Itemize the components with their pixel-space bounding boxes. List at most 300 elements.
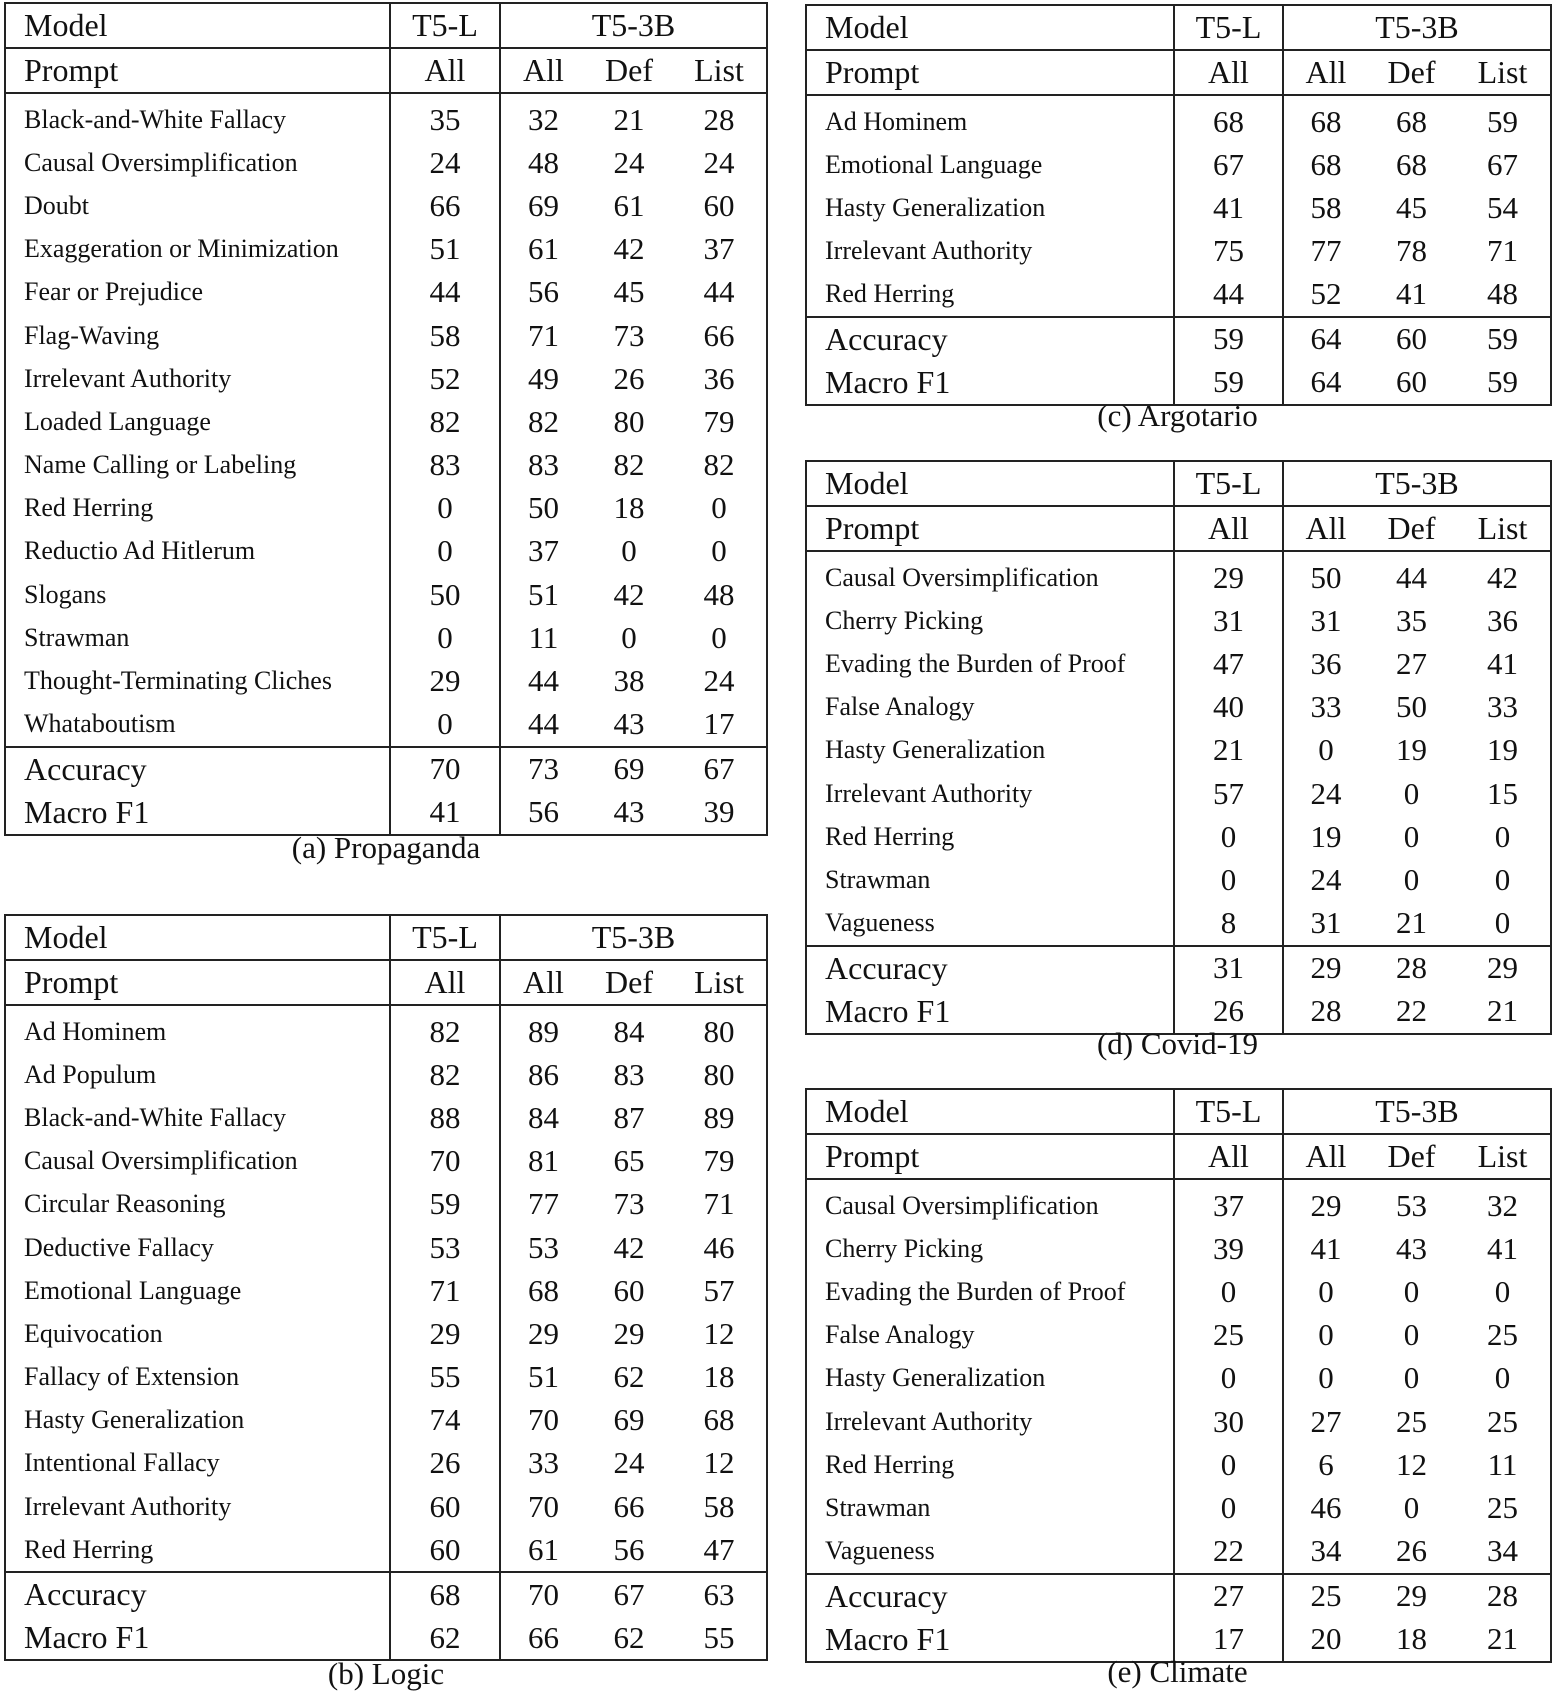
header-t5-3b: T5-3B [1283, 5, 1551, 50]
cell-t5l-all: 29 [390, 1312, 500, 1355]
row-label: Evading the Burden of Proof [825, 1276, 1126, 1306]
cell-t5-3b-all: 11 [500, 616, 586, 659]
cell-t5-3b-all: 73 [500, 747, 586, 791]
cell-t5-3b-list: 54 [1487, 189, 1518, 225]
cell-t5l-all: 21 [1174, 729, 1283, 772]
cell-t5l-all: 0 [1174, 1443, 1283, 1486]
row-label: Doubt [24, 190, 89, 220]
row-label: Vagueness [806, 1530, 1174, 1574]
cell-t5-3b-list: 21 [1487, 1621, 1518, 1657]
caption-logic: (b) Logic [327, 1656, 445, 1691]
header-t5l-all: All [1174, 50, 1283, 95]
summary-label: Macro F1 [825, 1620, 951, 1657]
cell-t5l-all: 17 [1174, 1618, 1283, 1662]
results-table-propaganda [4, 2, 768, 836]
cell-t5-3b-def: 45 [1396, 189, 1427, 225]
cell-t5l-all: 40 [1174, 686, 1283, 729]
summary-label: Accuracy [825, 949, 948, 986]
header-row-prompt [5, 960, 767, 1005]
cell-t5-3b-def: 44 [1396, 559, 1427, 595]
cell-t5-3b-list: 44 [703, 274, 735, 310]
cell-t5-3b-all: 82 [500, 400, 586, 443]
cell-t5-3b-def: 0 [1403, 775, 1420, 811]
cell-t5l-all: 83 [390, 444, 500, 487]
caption-climate: (e) Climate [1107, 1654, 1248, 1689]
header-t5-3b-all: All [1283, 50, 1368, 95]
header-row-model [806, 1089, 1551, 1134]
cell-t5l-all: 82 [390, 1005, 500, 1053]
cell-t5-3b-all: 52 [1283, 273, 1368, 317]
cell-t5-3b-def: 69 [613, 751, 645, 787]
table-row [806, 143, 1551, 186]
cell-t5-3b-all: 41 [1283, 1227, 1368, 1270]
row-label: Hasty Generalization [825, 735, 1046, 765]
cell-t5-3b-all: 32 [500, 93, 586, 141]
cell-t5l-all: 26 [1174, 990, 1283, 1034]
cell-t5l-all: 35 [390, 93, 500, 141]
cell-t5-3b-def: 62 [613, 1619, 645, 1655]
table-row [5, 184, 767, 227]
table-row [5, 1140, 767, 1183]
cell-t5-3b-all: 29 [500, 1312, 586, 1355]
cell-t5-3b-list: 0 [1455, 902, 1551, 946]
cell-t5-3b-list: 24 [703, 663, 735, 699]
cell-t5-3b-list: 46 [703, 1229, 735, 1265]
cell-t5-3b-def: 0 [621, 533, 637, 569]
cell-t5-3b-list: 41 [1487, 1230, 1518, 1266]
row-label: Hasty Generalization [825, 1363, 1046, 1393]
cell-t5-3b-all: 24 [1283, 858, 1368, 901]
cell-t5-3b-all: 44 [500, 659, 586, 702]
table-row [806, 1314, 1551, 1357]
table-row [5, 1312, 767, 1355]
cell-t5-3b-def: 26 [613, 360, 645, 396]
header-t5-3b: T5-3B [500, 3, 767, 48]
cell-t5l-all: 0 [1174, 858, 1283, 901]
summary-row [5, 1616, 767, 1660]
header-t5-3b-all: All [500, 960, 586, 1005]
row-label: Equivocation [24, 1318, 163, 1348]
cell-t5-3b-def: 69 [613, 1402, 645, 1438]
table-row [5, 1226, 767, 1269]
cell-t5-3b-def: 28 [1396, 950, 1427, 986]
cell-t5-3b-list: 32 [1487, 1187, 1518, 1223]
table-row [5, 1399, 767, 1442]
cell-t5-3b-list: 15 [1487, 775, 1518, 811]
table-row [5, 141, 767, 184]
cell-t5-3b-all: 61 [500, 1528, 586, 1572]
table-row [5, 1053, 767, 1096]
cell-t5-3b-def: 42 [613, 231, 645, 267]
header-prompt: Prompt [5, 48, 390, 93]
cell-t5-3b-all: 50 [1283, 551, 1368, 599]
cell-t5l-all: 31 [1174, 599, 1283, 642]
cell-t5l-all: 29 [390, 659, 500, 702]
cell-t5-3b-def: 60 [1396, 364, 1427, 400]
cell-t5-3b-list: 34 [1455, 1530, 1551, 1574]
cell-t5-3b-def: 45 [613, 274, 645, 310]
results-table-climate [805, 1088, 1552, 1663]
row-label: False Analogy [825, 692, 975, 722]
cell-t5-3b-def: 65 [613, 1143, 645, 1179]
table-row [5, 314, 767, 357]
cell-t5-3b-def: 26 [1368, 1530, 1455, 1574]
row-label: Irrelevant Authority [825, 236, 1033, 266]
cell-t5-3b-all: 77 [500, 1183, 586, 1226]
table-row [5, 659, 767, 702]
cell-t5-3b-list: 11 [1487, 1446, 1518, 1482]
panel-argotario [805, 4, 1552, 406]
panel-covid [805, 460, 1552, 1035]
table-row [806, 273, 1551, 317]
cell-t5l-all: 47 [1174, 642, 1283, 685]
row-label: Red Herring [806, 273, 1174, 317]
row-label: Irrelevant Authority [24, 363, 232, 393]
cell-t5-3b-def: 0 [1403, 1489, 1420, 1525]
cell-t5-3b-def: 18 [1396, 1621, 1427, 1657]
cell-t5-3b-def: 82 [613, 447, 645, 483]
row-label: Intentional Fallacy [24, 1448, 220, 1478]
cell-t5l-all: 24 [390, 141, 500, 184]
cell-t5-3b-list: 79 [703, 1143, 735, 1179]
row-label: Red Herring [24, 493, 154, 523]
row-label: Causal Oversimplification [24, 1146, 298, 1176]
cell-t5-3b-def: 60 [1396, 321, 1427, 357]
cell-t5l-all: 0 [1174, 1270, 1283, 1313]
header-t5-large: T5-L [390, 915, 500, 960]
header-row-prompt [806, 506, 1551, 551]
cell-t5-3b-list: 89 [703, 1099, 735, 1135]
row-label: Ad Hominem [825, 106, 968, 136]
cell-t5-3b-all: 51 [500, 1356, 586, 1399]
cell-t5-3b-list: 18 [703, 1359, 735, 1395]
row-label: Black-and-White Fallacy [24, 104, 287, 134]
cell-t5l-all: 68 [390, 1572, 500, 1616]
cell-t5-3b-def: 56 [586, 1528, 672, 1572]
table-row [806, 902, 1551, 946]
cell-t5-3b-all: 50 [500, 487, 586, 530]
cell-t5-3b-all: 83 [500, 444, 586, 487]
table-row [5, 1096, 767, 1139]
summary-row [806, 317, 1551, 361]
table-row [806, 1179, 1551, 1227]
row-label: Irrelevant Authority [825, 1406, 1033, 1436]
cell-t5-3b-def: 53 [1396, 1187, 1427, 1223]
row-label: Hasty Generalization [825, 192, 1046, 222]
summary-row [5, 1572, 767, 1616]
table-row [806, 642, 1551, 685]
row-label: Causal Oversimplification [24, 147, 298, 177]
header-t5-large: T5-L [390, 3, 500, 48]
table-row [5, 1356, 767, 1399]
cell-t5-3b-list: 48 [1455, 273, 1551, 317]
header-t5l-all: All [390, 960, 500, 1005]
cell-t5-3b-list: 80 [703, 1013, 735, 1049]
table-row [5, 1528, 767, 1572]
cell-t5l-all: 71 [390, 1269, 500, 1312]
cell-t5-3b-def: 22 [1396, 993, 1427, 1029]
header-t5-3b-def: Def [1368, 1134, 1455, 1179]
row-label: Exaggeration or Minimization [24, 234, 339, 264]
cell-t5-3b-all: 19 [1283, 815, 1368, 858]
cell-t5l-all: 59 [1174, 317, 1283, 361]
cell-t5-3b-list: 21 [1487, 993, 1518, 1029]
table-row [5, 1005, 767, 1053]
header-t5-3b: T5-3B [1283, 1089, 1551, 1134]
row-label: Evading the Burden of Proof [825, 648, 1126, 678]
cell-t5-3b-all: 27 [1283, 1400, 1368, 1443]
cell-t5l-all: 26 [390, 1442, 500, 1485]
table-row [5, 400, 767, 443]
table-row [806, 599, 1551, 642]
cell-t5-3b-list: 12 [703, 1315, 735, 1351]
summary-label: Accuracy [24, 1576, 147, 1613]
cell-t5-3b-list: 41 [1487, 645, 1518, 681]
cell-t5-3b-def: 50 [1396, 689, 1427, 725]
cell-t5-3b-def: 78 [1396, 233, 1427, 269]
cell-t5-3b-def: 29 [1396, 1578, 1427, 1614]
cell-t5-3b-all: 71 [500, 314, 586, 357]
cell-t5l-all: 70 [390, 747, 500, 791]
header-t5-3b: T5-3B [500, 915, 767, 960]
cell-t5-3b-list: 63 [703, 1576, 735, 1612]
cell-t5-3b-def: 60 [613, 1272, 645, 1308]
cell-t5-3b-def: 0 [621, 619, 637, 655]
header-t5-3b-def: Def [586, 48, 672, 93]
cell-t5-3b-all: 36 [1283, 642, 1368, 685]
cell-t5-3b-all: 20 [1283, 1618, 1368, 1662]
cell-t5-3b-all: 89 [500, 1005, 586, 1053]
row-label: Name Calling or Labeling [24, 450, 297, 480]
cell-t5l-all: 70 [390, 1140, 500, 1183]
cell-t5l-all: 41 [1174, 186, 1283, 229]
row-label: Reductio Ad Hitlerum [24, 536, 256, 566]
row-label: Causal Oversimplification [825, 562, 1099, 592]
cell-t5-3b-list: 39 [703, 794, 735, 830]
header-t5-3b-list: List [672, 960, 767, 1005]
cell-t5-3b-list: 71 [703, 1186, 735, 1222]
cell-t5-3b-def: 0 [1403, 861, 1420, 897]
cell-t5-3b-list: 33 [1487, 689, 1518, 725]
summary-row [806, 946, 1551, 990]
cell-t5-3b-def: 0 [1403, 818, 1420, 854]
cell-t5-3b-all: 24 [1283, 772, 1368, 815]
table-row [806, 815, 1551, 858]
cell-t5-3b-def: 42 [613, 576, 645, 612]
summary-label: Accuracy [825, 320, 948, 357]
cell-t5-3b-all: 29 [1283, 1179, 1368, 1227]
header-model: Model [5, 915, 390, 960]
cell-t5-3b-def: 0 [1403, 1273, 1420, 1309]
header-t5l-all: All [390, 48, 500, 93]
table-row [806, 729, 1551, 772]
cell-t5-3b-def: 38 [613, 663, 645, 699]
cell-t5-3b-def: 73 [613, 317, 645, 353]
cell-t5-3b-list: 0 [1494, 1273, 1511, 1309]
cell-t5l-all: 59 [1174, 361, 1283, 405]
header-model: Model [806, 461, 1174, 506]
cell-t5l-all: 44 [390, 271, 500, 314]
cell-t5-3b-all: 25 [1283, 1574, 1368, 1618]
caption-argotario: (c) Argotario [1097, 398, 1258, 433]
cell-t5-3b-def: 73 [613, 1186, 645, 1222]
summary-row [5, 747, 767, 791]
cell-t5l-all: 41 [390, 791, 500, 835]
cell-t5-3b-def: 29 [613, 1315, 645, 1351]
header-row-model [5, 915, 767, 960]
table-row [5, 616, 767, 659]
cell-t5l-all: 82 [390, 1053, 500, 1096]
table-row [806, 1400, 1551, 1443]
cell-t5-3b-list: 48 [703, 576, 735, 612]
cell-t5-3b-list: 82 [703, 447, 735, 483]
cell-t5-3b-list: 12 [703, 1445, 735, 1481]
cell-t5-3b-all: 33 [1283, 686, 1368, 729]
cell-t5-3b-list: 68 [703, 1402, 735, 1438]
cell-t5-3b-list: 19 [1487, 732, 1518, 768]
row-label: False Analogy [825, 1320, 975, 1350]
summary-label: Macro F1 [24, 1619, 150, 1656]
cell-t5-3b-def: 18 [613, 490, 645, 526]
cell-t5-3b-list: 67 [1487, 146, 1518, 182]
results-table-argotario [805, 4, 1552, 406]
summary-row [5, 791, 767, 835]
cell-t5-3b-all: 37 [500, 530, 586, 573]
cell-t5-3b-list: 58 [703, 1488, 735, 1524]
table-row [5, 228, 767, 271]
cell-t5l-all: 37 [1174, 1179, 1283, 1227]
cell-t5-3b-list: 71 [1487, 233, 1518, 269]
cell-t5l-all: 0 [1174, 1486, 1283, 1529]
cell-t5-3b-def: 43 [586, 703, 672, 747]
cell-t5-3b-def: 80 [613, 403, 645, 439]
cell-t5-3b-all: 86 [500, 1053, 586, 1096]
cell-t5l-all: 55 [390, 1356, 500, 1399]
cell-t5-3b-all: 77 [1283, 230, 1368, 273]
cell-t5-3b-list: 25 [1487, 1317, 1518, 1353]
caption-covid: (d) Covid-19 [1096, 1026, 1258, 1061]
cell-t5-3b-def: 87 [613, 1099, 645, 1135]
cell-t5-3b-list: 0 [711, 533, 727, 569]
cell-t5l-all: 88 [390, 1096, 500, 1139]
cell-t5-3b-def: 21 [613, 101, 645, 137]
table-row [806, 686, 1551, 729]
table-row [806, 1486, 1551, 1529]
table-row [806, 858, 1551, 901]
panel-logic [4, 914, 768, 1661]
cell-t5l-all: 27 [1174, 1574, 1283, 1618]
cell-t5-3b-list: 36 [703, 360, 735, 396]
cell-t5-3b-def: 43 [613, 794, 645, 830]
results-table-logic [4, 914, 768, 1661]
header-prompt: Prompt [5, 960, 390, 1005]
cell-t5l-all: 66 [390, 184, 500, 227]
row-label: Fear or Prejudice [24, 277, 204, 307]
cell-t5l-all: 57 [1174, 772, 1283, 815]
cell-t5l-all: 82 [390, 400, 500, 443]
cell-t5-3b-def: 25 [1396, 1403, 1427, 1439]
table-row [806, 551, 1551, 599]
cell-t5l-all: 44 [1174, 273, 1283, 317]
cell-t5-3b-def: 21 [1368, 902, 1455, 946]
table-row [5, 357, 767, 400]
table-row [806, 230, 1551, 273]
cell-t5-3b-def: 24 [613, 1445, 645, 1481]
header-model: Model [806, 1089, 1174, 1134]
cell-t5-3b-all: 0 [1283, 1270, 1368, 1313]
cell-t5-3b-all: 53 [500, 1226, 586, 1269]
cell-t5l-all: 0 [1174, 815, 1283, 858]
table-row [5, 1183, 767, 1226]
cell-t5-3b-all: 56 [500, 271, 586, 314]
row-label: Circular Reasoning [24, 1189, 226, 1219]
cell-t5-3b-list: 59 [1487, 103, 1518, 139]
cell-t5-3b-def: 84 [613, 1013, 645, 1049]
row-label: Slogans [24, 579, 107, 609]
table-row [806, 95, 1551, 143]
table-row [806, 772, 1551, 815]
header-t5-3b-def: Def [1368, 506, 1455, 551]
table-row [806, 1357, 1551, 1400]
cell-t5-3b-all: 49 [500, 357, 586, 400]
cell-t5-3b-all: 70 [500, 1572, 586, 1616]
row-label: Thought-Terminating Cliches [24, 666, 332, 696]
cell-t5l-all: 67 [1174, 143, 1283, 186]
cell-t5-3b-def: 43 [1396, 1230, 1427, 1266]
row-label: Causal Oversimplification [825, 1190, 1099, 1220]
header-t5-3b-list: List [1455, 50, 1551, 95]
cell-t5-3b-list: 42 [1487, 559, 1518, 595]
cell-t5-3b-list: 60 [703, 187, 735, 223]
header-model: Model [5, 3, 390, 48]
cell-t5-3b-def: 0 [1403, 1317, 1420, 1353]
header-t5-3b-list: List [1455, 1134, 1551, 1179]
header-t5-3b-all: All [1283, 506, 1368, 551]
row-label: Whataboutism [5, 703, 390, 747]
table-row [5, 1442, 767, 1485]
row-label: Irrelevant Authority [825, 778, 1033, 808]
row-label: Vagueness [806, 902, 1174, 946]
panel-climate [805, 1088, 1552, 1663]
row-label: Irrelevant Authority [24, 1491, 232, 1521]
cell-t5l-all: 75 [1174, 230, 1283, 273]
cell-t5-3b-list: 17 [672, 703, 767, 747]
header-t5-3b-def: Def [1368, 50, 1455, 95]
cell-t5-3b-def: 27 [1396, 645, 1427, 681]
cell-t5-3b-all: 64 [1283, 361, 1368, 405]
row-label: Ad Populum [24, 1059, 157, 1089]
cell-t5-3b-all: 58 [1283, 186, 1368, 229]
panel-propaganda [4, 2, 768, 836]
table-row [5, 271, 767, 314]
cell-t5l-all: 8 [1174, 902, 1283, 946]
cell-t5-3b-all: 51 [500, 573, 586, 616]
cell-t5l-all: 59 [390, 1183, 500, 1226]
cell-t5-3b-list: 59 [1487, 321, 1518, 357]
header-row-prompt [806, 1134, 1551, 1179]
table-row [5, 93, 767, 141]
row-label: Fallacy of Extension [24, 1362, 240, 1392]
cell-t5-3b-def: 12 [1396, 1446, 1427, 1482]
row-label: Deductive Fallacy [24, 1232, 214, 1262]
table-row [5, 703, 767, 747]
row-label: Ad Hominem [24, 1016, 167, 1046]
summary-row [806, 1574, 1551, 1618]
cell-t5-3b-all: 44 [500, 703, 586, 747]
summary-label: Accuracy [24, 750, 147, 787]
cell-t5-3b-all: 34 [1283, 1530, 1368, 1574]
cell-t5l-all: 60 [390, 1485, 500, 1528]
